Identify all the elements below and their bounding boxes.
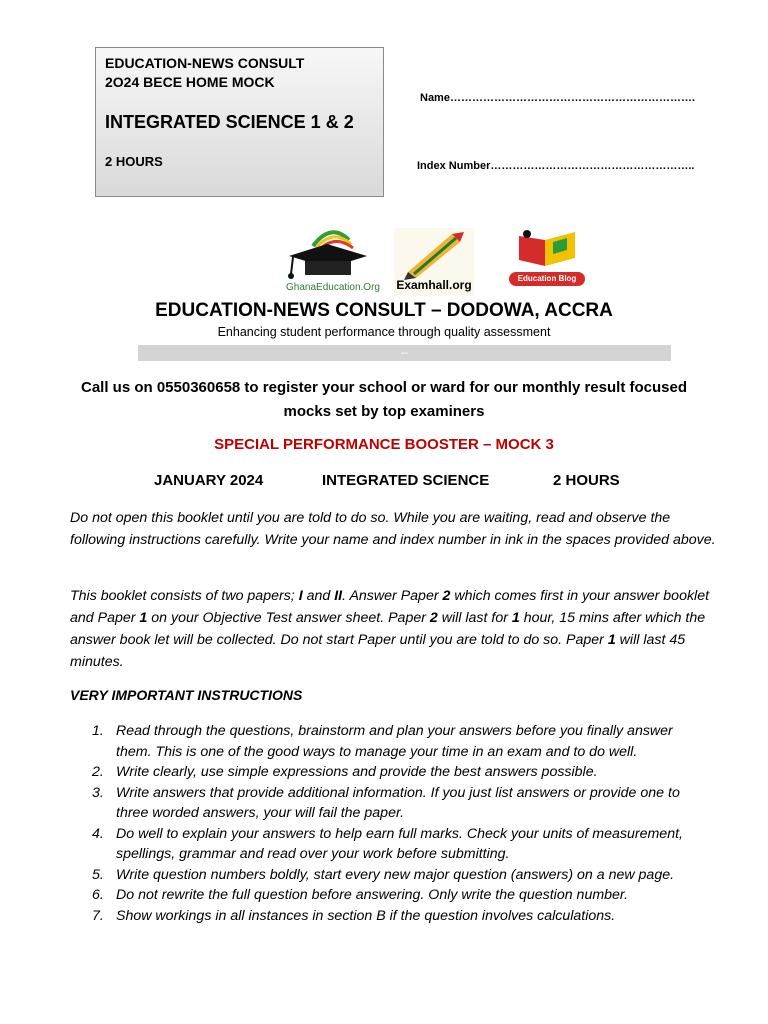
- examhall-logo: [394, 228, 474, 296]
- name-field: Name………………………………………………………….: [420, 92, 696, 104]
- list-item: [70, 906, 710, 927]
- list-item: [70, 783, 710, 824]
- opening-instructions: Do not open this booklet until you are told to do so. While you are waiting, read and observe the following instructions carefully. Write your name and index number in ink in the spaces provided above.: [70, 510, 716, 548]
- call-line-2: mocks set by top examiners: [283, 403, 485, 420]
- para-text: will last 45 minutes.: [70, 632, 686, 670]
- item-text: Do well to explain your answers to help earn full marks. Check your units of measurement, spellings, grammar and read over your work before submitting.: [116, 825, 683, 862]
- separator-mark: –: [401, 345, 408, 359]
- item-number: 2.: [92, 764, 104, 780]
- tagline: Enhancing student performance through quality assessment: [217, 325, 551, 339]
- item-number: 4.: [92, 825, 104, 842]
- para-bold: 1: [511, 610, 520, 626]
- special-mock-title: SPECIAL PERFORMANCE BOOSTER – MOCK 3: [214, 436, 554, 453]
- item-text: Show workings in all instances in section B if the question involves calculations.: [116, 907, 616, 924]
- para-text: . Answer Paper: [342, 588, 443, 604]
- list-item: [70, 885, 710, 906]
- education-blog-label: Education Blog: [509, 272, 585, 286]
- exam-duration: 2 HOURS: [553, 472, 620, 489]
- list-item: [70, 721, 710, 762]
- para-text: and: [302, 588, 335, 604]
- index-number-field: Index Number………………………………………………..: [417, 160, 695, 172]
- para-bold: 1: [607, 632, 616, 648]
- education-blog-logo: [505, 228, 589, 290]
- list-item: [70, 865, 710, 886]
- call-to-register: [0, 376, 768, 424]
- list-item: [70, 762, 710, 783]
- exam-header-box: [95, 47, 384, 197]
- list-item: [70, 824, 710, 865]
- para-bold: II: [334, 588, 343, 604]
- item-number: 3.: [92, 784, 104, 801]
- para-text: will last for: [437, 610, 512, 626]
- para-text: This booklet consists of two papers;: [70, 588, 299, 604]
- grey-separator-bar: [138, 345, 671, 361]
- book-icon: [505, 228, 589, 268]
- header-exam-name: 2O24 BECE HOME MOCK: [105, 74, 275, 90]
- item-text: Write question numbers boldly, start every new major question (answers) on a new page.: [116, 866, 675, 883]
- header-org-name: EDUCATION-NEWS CONSULT: [105, 55, 305, 71]
- paper-structure-paragraph: [70, 585, 720, 673]
- pencil-icon: [394, 228, 474, 280]
- instructions-heading: VERY IMPORTANT INSTRUCTIONS: [70, 687, 303, 703]
- instructions-list: [70, 721, 710, 926]
- graduation-cap-icon: [283, 226, 383, 284]
- item-number: 7.: [92, 907, 104, 924]
- call-line-1: Call us on 0550360658 to register your school or ward for our monthly result focused: [81, 379, 687, 396]
- item-number: 6.: [92, 887, 104, 903]
- header-duration: 2 HOURS: [105, 154, 163, 169]
- ghanaeducation-logo: [283, 226, 383, 296]
- para-bold: I: [298, 588, 303, 604]
- exam-date: JANUARY 2024: [154, 472, 264, 489]
- item-text: Write answers that provide additional information. If you just list answers or provide one to three worded answers, your will fail the paper.: [116, 784, 680, 821]
- item-text: Write clearly, use simple expressions and provide the best answers possible.: [116, 764, 598, 780]
- item-number: 5.: [92, 866, 104, 883]
- item-text: Do not rewrite the full question before answering. Only write the question number.: [116, 887, 629, 903]
- para-bold: 2: [429, 610, 438, 626]
- para-bold: 2: [442, 588, 451, 604]
- exam-subject: INTEGRATED SCIENCE: [322, 472, 490, 489]
- ghanaeducation-label: GhanaEducation.Org: [286, 282, 380, 293]
- header-org-lines: [105, 54, 304, 92]
- para-text: hour, 15 mins after which the answer book let will be collected. Do not start Paper until you are told to do so. Paper: [70, 610, 706, 648]
- item-text: Read through the questions, brainstorm and plan your answers before you finally answer them. This is one of the good ways to manage your time in an exam and to do well.: [116, 723, 673, 760]
- examhall-label: Examhall.org: [396, 278, 472, 292]
- para-text: which comes first in your answer booklet and Paper: [70, 588, 710, 626]
- header-subject: INTEGRATED SCIENCE 1 & 2: [105, 112, 354, 132]
- organization-title: EDUCATION-NEWS CONSULT – DODOWA, ACCRA: [155, 300, 613, 321]
- para-text: on your Objective Test answer sheet. Paper: [147, 610, 430, 626]
- para-bold: 1: [139, 610, 148, 626]
- item-number: 1.: [92, 723, 104, 739]
